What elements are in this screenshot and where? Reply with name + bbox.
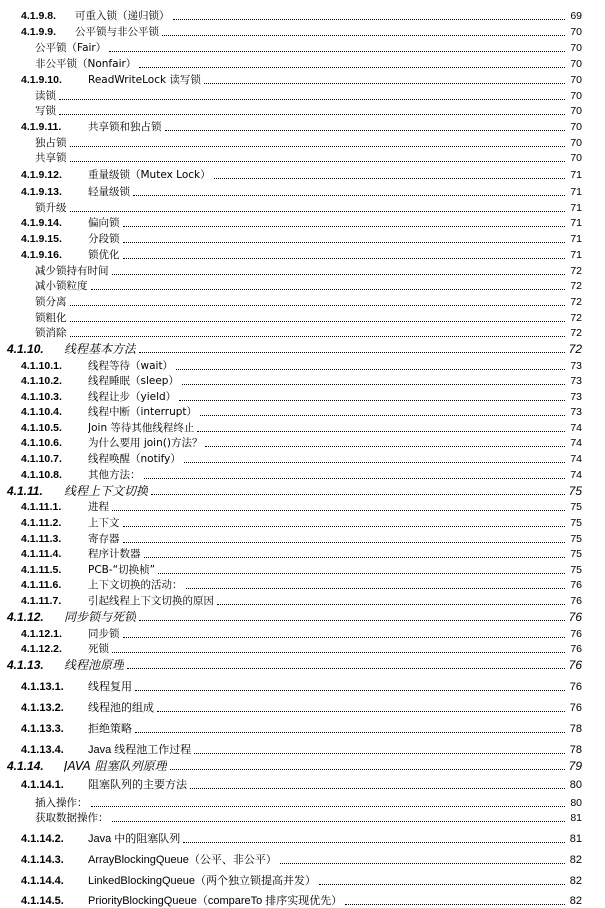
dot-leader xyxy=(123,258,566,259)
dot-leader xyxy=(144,478,566,479)
entry-title: 非公平锁（Nonfair） xyxy=(35,58,137,70)
toc-entry[interactable] xyxy=(0,246,605,261)
entry-page: 71 xyxy=(570,186,582,198)
dot-leader xyxy=(170,769,565,770)
dot-leader xyxy=(319,884,565,885)
dot-leader xyxy=(70,146,566,147)
dot-leader xyxy=(112,510,565,511)
entry-title: 上下文 xyxy=(88,517,120,529)
entry-title: 插入操作： xyxy=(35,797,88,809)
dot-leader xyxy=(135,732,565,733)
dot-leader xyxy=(204,83,565,84)
toc-entry[interactable] xyxy=(0,738,605,756)
toc-entry[interactable] xyxy=(0,183,605,198)
toc-section[interactable] xyxy=(0,340,605,355)
dot-leader xyxy=(112,821,566,822)
toc-section[interactable] xyxy=(0,608,605,623)
entry-page: 78 xyxy=(569,744,582,756)
entry-page: 73 xyxy=(570,391,582,403)
dot-leader xyxy=(157,711,565,712)
entry-number: 4.1.11.7. xyxy=(21,595,62,607)
entry-page: 70 xyxy=(570,105,582,117)
dot-leader xyxy=(123,226,566,227)
toc-entry[interactable] xyxy=(0,39,605,54)
toc-entry[interactable] xyxy=(0,625,605,640)
entry-title: 为什么要用 join()方法？ xyxy=(88,437,203,449)
dot-leader xyxy=(123,242,566,243)
toc-entry[interactable] xyxy=(0,514,605,529)
entry-title: 锁粗化 xyxy=(35,312,67,324)
toc-entry[interactable] xyxy=(0,889,605,907)
entry-number: 4.1.14.5. xyxy=(21,895,64,907)
dot-leader xyxy=(280,863,565,864)
entry-page: 70 xyxy=(570,152,582,164)
toc-entry[interactable] xyxy=(0,717,605,735)
entry-number: 4.1.10.3. xyxy=(21,391,62,403)
toc-entry[interactable] xyxy=(0,55,605,70)
entry-title: 锁优化 xyxy=(88,249,120,261)
entry-page: 71 xyxy=(570,169,582,181)
dot-leader xyxy=(200,415,565,416)
entry-title: 锁分离 xyxy=(35,296,67,308)
dot-leader xyxy=(127,668,565,669)
toc-entry[interactable] xyxy=(0,773,605,791)
toc-entry[interactable] xyxy=(0,466,605,481)
entry-number: 4.1.9.14. xyxy=(21,217,62,229)
entry-title: 程序计数器 xyxy=(88,548,141,560)
dot-leader xyxy=(139,352,565,353)
entry-number: 4.1.9.16. xyxy=(21,249,62,261)
toc-entry[interactable] xyxy=(0,498,605,513)
dot-leader xyxy=(182,384,565,385)
entry-title: ReadWriteLock 读写锁 xyxy=(88,74,201,86)
toc-entry[interactable] xyxy=(0,277,605,292)
toc-entry[interactable] xyxy=(0,640,605,655)
entry-page: 75 xyxy=(570,548,582,560)
entry-title: Java 线程池工作过程 xyxy=(88,744,192,756)
entry-number: 4.1.9.8. xyxy=(21,10,57,22)
entry-page: 71 xyxy=(570,202,582,214)
entry-title: 线程等待（wait） xyxy=(88,360,174,372)
entry-page: 72 xyxy=(570,280,582,292)
toc-section[interactable] xyxy=(0,656,605,671)
dot-leader xyxy=(165,130,566,131)
dot-leader xyxy=(70,211,566,212)
entry-number: 4.1.9.10. xyxy=(21,74,62,86)
dot-leader xyxy=(179,400,565,401)
entry-page: 70 xyxy=(570,58,582,70)
toc-entry[interactable] xyxy=(0,134,605,149)
entry-page: 81 xyxy=(570,812,582,824)
entry-number: 4.1.14.4. xyxy=(21,875,64,887)
entry-title: 引起线程上下文切换的原因 xyxy=(88,595,214,607)
entry-title: 线程复用 xyxy=(88,681,132,693)
entry-title: 拒绝策略 xyxy=(88,723,132,735)
entry-page: 74 xyxy=(570,469,582,481)
entry-title: 独占锁 xyxy=(35,137,67,149)
entry-page: 69 xyxy=(570,10,582,22)
entry-title: 同步锁 xyxy=(88,628,120,640)
entry-number: 4.1.11.5. xyxy=(21,564,62,576)
entry-page: 72 xyxy=(570,265,582,277)
dot-leader xyxy=(109,51,565,52)
entry-page: 79 xyxy=(568,759,582,773)
entry-title: PCB-“切换桢” xyxy=(88,564,156,576)
entry-number: 4.1.10.1. xyxy=(21,360,62,372)
toc-entry[interactable] xyxy=(0,230,605,245)
entry-page: 71 xyxy=(570,217,582,229)
dot-leader xyxy=(345,904,565,905)
toc-entry[interactable] xyxy=(0,262,605,277)
entry-number: 4.1.11.3. xyxy=(21,533,62,545)
entry-title: 线程睡眠（sleep） xyxy=(88,375,179,387)
toc-entry[interactable] xyxy=(0,324,605,339)
toc-entry[interactable] xyxy=(0,419,605,434)
toc-section[interactable] xyxy=(0,757,605,772)
entry-title: 公平锁（Fair） xyxy=(35,42,107,54)
entry-page: 76 xyxy=(570,595,582,607)
entry-number: 4.1.10.6. xyxy=(21,437,62,449)
toc-entry[interactable] xyxy=(0,530,605,545)
entry-page: 76 xyxy=(570,628,582,640)
entry-page: 72 xyxy=(570,327,582,339)
entry-page: 74 xyxy=(570,437,582,449)
dot-leader xyxy=(70,321,566,322)
entry-page: 76 xyxy=(570,643,582,655)
dot-leader xyxy=(59,99,565,100)
entry-number: 4.1.10.7. xyxy=(21,453,62,465)
entry-title: 进程 xyxy=(88,501,109,513)
entry-number: 4.1.11. xyxy=(7,484,43,498)
entry-page: 75 xyxy=(568,484,582,498)
entry-number: 4.1.9.15. xyxy=(21,233,62,245)
toc-entry[interactable] xyxy=(0,403,605,418)
entry-number: 4.1.9.11. xyxy=(21,121,62,133)
entry-title: 公平锁与非公平锁 xyxy=(75,26,159,38)
entry-page: 75 xyxy=(570,517,582,529)
entry-number: 4.1.12.1. xyxy=(21,628,62,640)
entry-page: 70 xyxy=(570,26,582,38)
entry-page: 75 xyxy=(570,533,582,545)
entry-title: 同步锁与死锁 xyxy=(64,611,137,623)
toc-entry[interactable] xyxy=(0,87,605,102)
dot-leader xyxy=(135,690,565,691)
entry-title: 线程中断（interrupt） xyxy=(88,406,198,418)
dot-leader xyxy=(186,588,566,589)
toc-entry[interactable] xyxy=(0,869,605,887)
dot-leader xyxy=(183,842,565,843)
entry-number: 4.1.14.1. xyxy=(21,779,64,791)
entry-number: 4.1.13.3. xyxy=(21,723,64,735)
dot-leader xyxy=(112,274,566,275)
entry-title: 可重入锁（递归锁） xyxy=(75,10,170,22)
toc-entry[interactable] xyxy=(0,696,605,714)
entry-number: 4.1.9.12. xyxy=(21,169,62,181)
dot-leader xyxy=(217,604,565,605)
entry-number: 4.1.10.5. xyxy=(21,422,62,434)
entry-title: 线程基本方法 xyxy=(64,343,137,355)
dot-leader xyxy=(205,446,565,447)
entry-page: 76 xyxy=(570,579,582,591)
entry-title: 写锁 xyxy=(35,105,56,117)
entry-page: 76 xyxy=(568,658,582,672)
entry-page: 74 xyxy=(570,422,582,434)
entry-page: 81 xyxy=(569,833,582,845)
entry-page: 76 xyxy=(569,681,582,693)
entry-title: 减小锁粒度 xyxy=(35,280,88,292)
dot-leader xyxy=(176,369,565,370)
entry-title: Java 中的阻塞队列 xyxy=(88,833,181,845)
entry-number: 4.1.13.1. xyxy=(21,681,64,693)
entry-title: 线程池的组成 xyxy=(88,702,154,714)
entry-page: 71 xyxy=(570,233,582,245)
entry-page: 76 xyxy=(568,610,582,624)
entry-title: 死锁 xyxy=(88,643,109,655)
entry-page: 75 xyxy=(570,564,582,576)
entry-number: 4.1.9.13. xyxy=(21,186,62,198)
entry-title: 读锁 xyxy=(35,90,56,102)
entry-title: LinkedBlockingQueue（两个独立锁提高并发） xyxy=(88,875,317,887)
entry-number: 4.1.13. xyxy=(7,658,44,672)
entry-number: 4.1.12. xyxy=(7,610,44,624)
entry-title: 其他方法： xyxy=(88,469,141,481)
dot-leader xyxy=(123,542,566,543)
entry-page: 70 xyxy=(570,121,582,133)
toc-entry[interactable] xyxy=(0,848,605,866)
entry-page: 71 xyxy=(570,249,582,261)
toc-entry[interactable] xyxy=(0,214,605,229)
entry-title: 重量级锁（Mutex Lock） xyxy=(88,169,211,181)
toc-entry[interactable] xyxy=(0,357,605,372)
entry-page: 70 xyxy=(570,90,582,102)
entry-title: 轻量级锁 xyxy=(88,186,130,198)
dot-leader xyxy=(123,637,566,638)
entry-number: 4.1.12.2. xyxy=(21,643,62,655)
entry-page: 75 xyxy=(570,501,582,513)
dot-leader xyxy=(162,35,565,36)
toc-entry[interactable] xyxy=(0,809,605,824)
entry-page: 82 xyxy=(569,875,582,887)
entry-number: 4.1.14.3. xyxy=(21,854,64,866)
dot-leader xyxy=(144,557,566,558)
toc-entry[interactable] xyxy=(0,592,605,607)
entry-number: 4.1.10.2. xyxy=(21,375,62,387)
entry-number: 4.1.11.2. xyxy=(21,517,62,529)
entry-title: PriorityBlockingQueue（compareTo 排序实现优先） xyxy=(88,895,343,907)
entry-page: 82 xyxy=(569,895,582,907)
dot-leader xyxy=(123,526,566,527)
entry-title: Join 等待其他线程终止 xyxy=(88,422,195,434)
entry-title: 共享锁和独占锁 xyxy=(88,121,162,133)
toc-entry[interactable] xyxy=(0,149,605,164)
entry-title: ArrayBlockingQueue（公平、非公平） xyxy=(88,854,277,866)
dot-leader xyxy=(158,573,565,574)
entry-number: 4.1.14. xyxy=(7,759,44,773)
entry-number: 4.1.14.2. xyxy=(21,833,64,845)
dot-leader xyxy=(197,431,565,432)
dot-leader xyxy=(190,788,565,789)
toc-entry[interactable] xyxy=(0,23,605,38)
dot-leader xyxy=(112,652,565,653)
entry-number: 4.1.10.4. xyxy=(21,406,62,418)
entry-page: 72 xyxy=(570,312,582,324)
toc-entry[interactable] xyxy=(0,118,605,133)
toc-entry[interactable] xyxy=(0,309,605,324)
entry-title: 阻塞队列的主要方法 xyxy=(88,779,187,791)
dot-leader xyxy=(214,178,565,179)
entry-number: 4.1.11.1. xyxy=(21,501,62,513)
toc-entry[interactable] xyxy=(0,388,605,403)
dot-leader xyxy=(91,806,566,807)
dot-leader xyxy=(139,620,565,621)
entry-number: 4.1.9.9. xyxy=(21,26,57,38)
toc-entry[interactable] xyxy=(0,827,605,845)
entry-page: 76 xyxy=(569,702,582,714)
toc-entry[interactable] xyxy=(0,71,605,86)
entry-title: 偏向锁 xyxy=(88,217,120,229)
entry-number: 4.1.11.6. xyxy=(21,579,62,591)
entry-title: 线程唤醒（notify） xyxy=(88,453,181,465)
toc-entry[interactable] xyxy=(0,166,605,181)
toc-entry[interactable] xyxy=(0,199,605,214)
entry-page: 72 xyxy=(568,342,582,356)
entry-page: 73 xyxy=(570,406,582,418)
entry-number: 4.1.10. xyxy=(7,342,44,356)
dot-leader xyxy=(133,195,565,196)
toc-entry[interactable] xyxy=(0,450,605,465)
entry-page: 74 xyxy=(570,453,582,465)
dot-leader xyxy=(70,161,566,162)
entry-title: 分段锁 xyxy=(88,233,120,245)
dot-leader xyxy=(91,289,566,290)
entry-number: 4.1.13.2. xyxy=(21,702,64,714)
toc-entry[interactable] xyxy=(0,561,605,576)
entry-page: 80 xyxy=(569,779,582,791)
entry-title: JAVA 阻塞队列原理 xyxy=(64,760,167,772)
toc-entry[interactable] xyxy=(0,102,605,117)
entry-title: 减少锁持有时间 xyxy=(35,265,109,277)
dot-leader xyxy=(70,305,566,306)
entry-title: 锁升级 xyxy=(35,202,67,214)
dot-leader xyxy=(194,753,565,754)
entry-title: 上下文切换的活动： xyxy=(88,579,183,591)
entry-page: 72 xyxy=(570,296,582,308)
toc-entry[interactable] xyxy=(0,675,605,693)
entry-title: 线程池原理 xyxy=(64,659,125,671)
entry-title: 线程上下文切换 xyxy=(64,485,149,497)
dot-leader xyxy=(139,67,565,68)
dot-leader xyxy=(59,114,565,115)
entry-title: 获取数据操作： xyxy=(35,812,109,824)
dot-leader xyxy=(173,19,566,20)
toc-entry[interactable] xyxy=(0,794,605,809)
entry-number: 4.1.13.4. xyxy=(21,744,64,756)
entry-page: 82 xyxy=(569,854,582,866)
toc-entry[interactable] xyxy=(0,545,605,560)
entry-page: 70 xyxy=(570,74,582,86)
toc-entry[interactable] xyxy=(0,7,605,22)
entry-page: 80 xyxy=(570,797,582,809)
entry-page: 73 xyxy=(570,360,582,372)
toc-section[interactable] xyxy=(0,482,605,497)
entry-number: 4.1.11.4. xyxy=(21,548,62,560)
dot-leader xyxy=(70,336,566,337)
entry-title: 线程让步（yield） xyxy=(88,391,177,403)
toc-entry[interactable] xyxy=(0,576,605,591)
entry-title: 寄存器 xyxy=(88,533,120,545)
entry-page: 70 xyxy=(570,137,582,149)
entry-number: 4.1.10.8. xyxy=(21,469,62,481)
toc-entry[interactable] xyxy=(0,434,605,449)
dot-leader xyxy=(184,462,565,463)
entry-page: 73 xyxy=(570,375,582,387)
entry-page: 78 xyxy=(569,723,582,735)
toc-entry[interactable] xyxy=(0,293,605,308)
entry-page: 70 xyxy=(570,42,582,54)
dot-leader xyxy=(151,494,565,495)
entry-title: 共享锁 xyxy=(35,152,67,164)
entry-title: 锁消除 xyxy=(35,327,67,339)
toc-entry[interactable] xyxy=(0,372,605,387)
